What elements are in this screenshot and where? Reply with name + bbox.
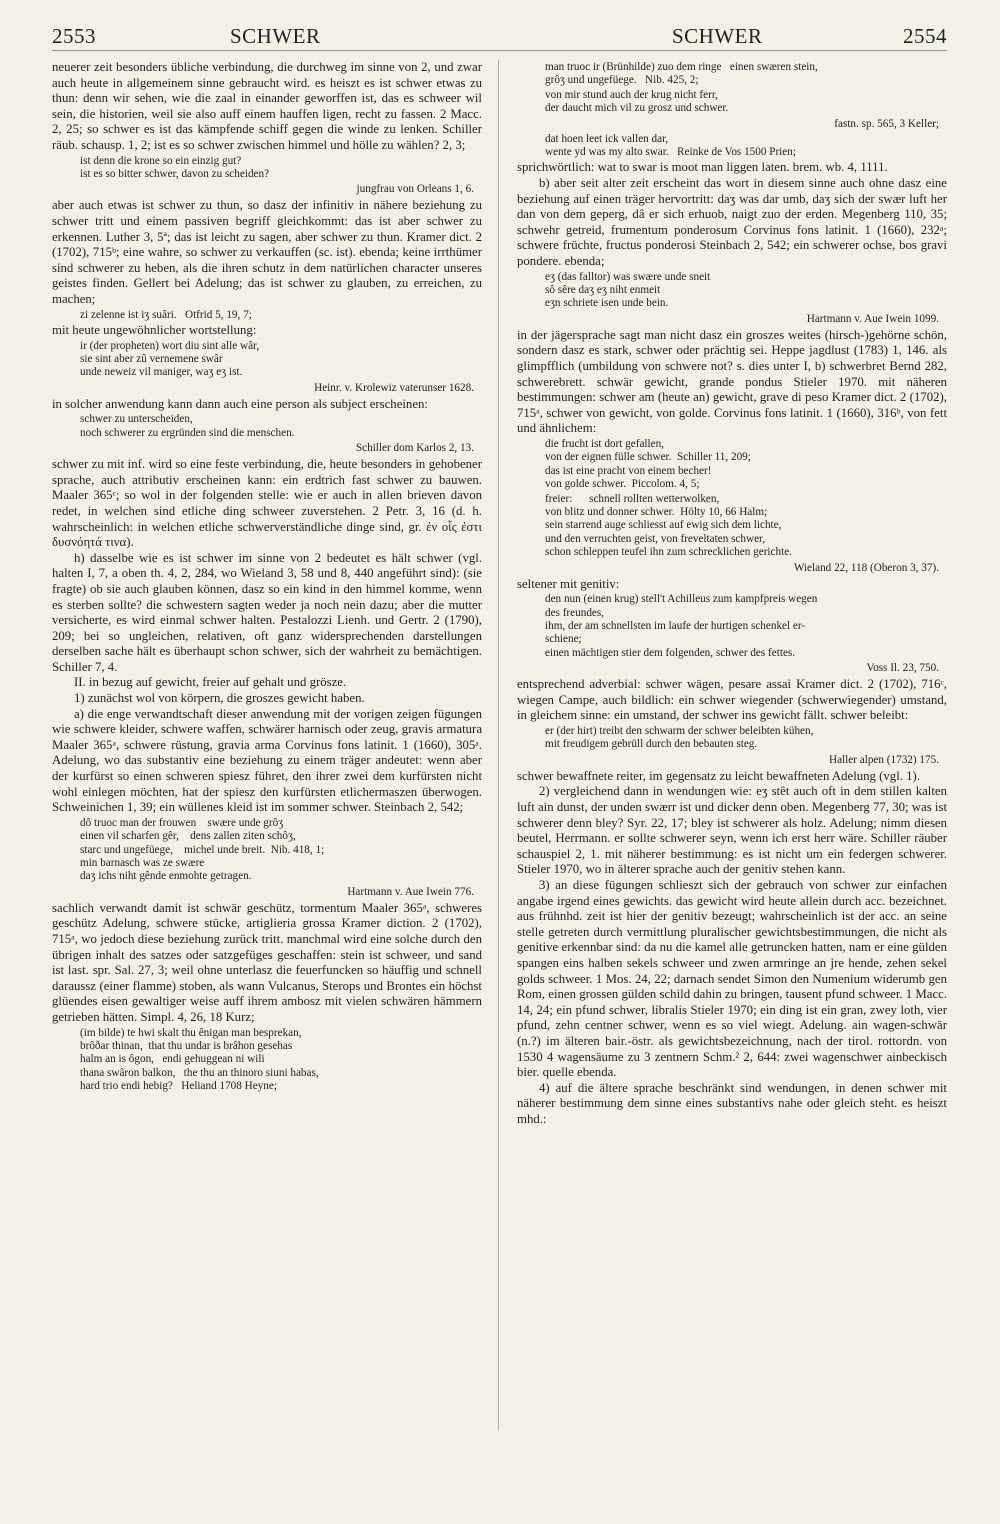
quotation: ist denn die krone so ein einzig gut? ist es so bitter schwer, davon zu scheiden?: [80, 154, 270, 180]
paragraph: schwer bewaffnete reiter, im gegensatz zu leicht bewaffneten Adelung (vgl. 1).: [517, 768, 921, 783]
paragraph: neuerer zeit besonders übliche verbindung, die durchweg im sinne von 2, und zwar auch heute in allgemeinem sinne gebraucht wird. es heiszt es ist schwer etwas zu thun: denn wir sehen, wie die zaal in einander geworffen ist, das es schweer wil sein, die historien, weil sie also auff einem hauffen ligen, recht zu fassen. 2 Macc. 2, 25; so schwer es ist das kämpfende schiff gegen die winde zu lenken. Schiller räub. schausp. 1, 2; ist es so schwer zwischen himmel und hölle zu wählen? 2, 3;: [52, 60, 482, 152]
paragraph: a) die enge verwandtschaft dieser anwendung mit der vorigen zeigen fügungen wie schwere kleider, schwere waffen, schwärer harnisch oder zeug, gravis armatura Maaler 365ᵃ, schwere rüstung, gravia arma Corvinus fons latinit. 1 (1660), 305ᵃ. Adelung, wo das substantiv eine beziehung zu einem träger andeutet: wenn aber der kurfürst so einen schweren spiesz führet, den ihrer zwei dem kurfürsten nicht wohl einlegen möchten, hat der spiesz den kurfürsten etlichermaszen überwogen. Schweinichen 1, 39; ein wüllenes kleid ist im sommer schwer. Steinbach 2, 542;: [52, 706, 482, 815]
quotation: (im bilde) te hwi skalt thu ênigan man besprekan, brôðar thinan, that thu undar is brâhon gesehas halm an is ôgon, endi gehuggean ni wili thana swâron balkon, the thu an thinoro siuni habas, hard trio endi hebig? Heliand 1708 Heyne;: [80, 1026, 319, 1093]
section-heading: II. in bezug auf gewicht, freier auf gehalt und grösze.: [74, 675, 347, 690]
running-title-right: SCHWER: [672, 24, 763, 48]
subsection-heading: 1) zunächst wol von körpern, die groszes gewicht haben.: [74, 691, 365, 706]
paragraph: seltener mit genitiv:: [517, 576, 620, 591]
quotation: man truoc ir (Brünhilde) zuo dem ringe einen swæren stein, grôʒ und ungefüege. Nib. 425, 2;: [545, 61, 818, 87]
paragraph: in solcher anwendung kann dann auch eine person als subject erscheinen:: [52, 396, 428, 411]
header-rule: [52, 50, 947, 51]
citation: Heinr. v. Krolewiz vaterunser 1628.: [314, 381, 474, 394]
quotation: freier: schnell rollten wetterwolken, von blitz und donner schwer. Hölty 10, 66 Halm; sein starrend auge schliesst auf ewig sich dem lichte, und den verruchten geist, von freveltaten schwer, schon schleppen teufel ihn zum schrecklichen gerichte.: [545, 492, 792, 559]
quotation: er (der hirt) treibt den schwarm der schwer beleibten kühen, mit freudigem gebrüll durch den bebauten steg.: [545, 725, 814, 751]
left-column: [52, 60, 482, 1095]
citation: Haller alpen (1732) 175.: [829, 753, 939, 766]
quotation: dat hoen leet ick vallen dar, wente yd was my alto swar. Reinke de Vos 1500 Prien;: [545, 132, 796, 159]
quotation: schwer zu unterscheiden, noch schwerer zu ergründen sind die menschen.: [80, 413, 295, 439]
page-number-right: 2554: [903, 24, 947, 48]
paragraph: schwer zu mit inf. wird so eine feste verbindung, die, heute besonders in gehobener sprache, auch attributiv erscheinen kann: ein erdtrich fast schwer zu bauwen. Maaler 365ᶜ; so wol in der folgenden stelle: wie er auch in allen brieven davon redet, in welchen sind etliche ding schweer zuverstehen. 2 Petr. 3, 16 (d. h. wahrscheinlich: in welchen etliche schwerverständliche dinge sind, gr. ἐν οἷς ἐστι δυσνόητά τινα).: [52, 457, 482, 550]
citation: jungfrau von Orleans 1, 6.: [356, 183, 474, 196]
paragraph: in der jägersprache sagt man nicht dasz ein groszes weites (hirsch-)gehörne schön, sondern dasz es stark, schwer oder prächtig sei. Heppe jagdlust (1783) 1, 146. als glimpfflich (umbildung von schwere not? s. dies unter I, b) schwerbret Bernd 282, schwerebrett. schwär gewicht, grande pondus Stieler 1970. mit näheren bestimmungen: schwer am (heute an) gewicht, grave di peso Kramer dict. 2 (1702), 715ᵃ, schwer von gewicht, von golde. Corvinus fons latinit. 1 (1660), 316ᵇ, von fett und ähnlichem:: [517, 327, 947, 436]
citation: Hartmann v. Aue Iwein 776.: [347, 885, 474, 898]
paragraph: 2) vergleichend dann in wendungen wie: eʒ stêt auch oft in dem stillen kalten luft ain dunst, der unden swærr ist und dicker denn oben. Megenberg 77, 30; was ist schwerer denn bley? Syr. 22, 17; bley ist schwerer als holz. Adelung; nimm diesen beutel, Herrmann. er sollte schwerer seyn, wenn ich erst herr wäre. Schiller räuber schauspiel 2, 1. mit näherer bestimmung: es ist nicht um ein federgen schwerer. Stieler 1970, wo in älterer sprache auch der genitiv stehen kann.: [517, 784, 947, 877]
citation: Hartmann v. Aue Iwein 1099.: [806, 312, 939, 325]
paragraph: sachlich verwandt damit ist schwär geschütz, tormentum Maaler 365ᵃ, schweres geschütz Adelung, schwere stücke, artiglieria grossa Kramer diction. 2 (1702), 715ᵃ, wo jedoch diese beziehung zurück tritt. manchmal wird eine solche durch den übrigen inhalt des satzes oder satzgefüges geschaffen: stein ist schweer, und sand ist last. spr. Sal. 27, 3; weil ohne unterlasz die feuerfuncken so häuffig und schnell daraussz (einer flamme) stoben, als wann Vulcanus, Sterops und Brontes ein höchst glüendes eisen gewaltiger weise auff ihrem ambosz mit vielen schwären hämmern getrieben hätten. Simpl. 4, 26, 18 Kurz;: [52, 900, 482, 1024]
paragraph: aber auch etwas ist schwer zu thun, so dasz der infinitiv in nähere beziehung zu schwer tritt und einem passiven begriff gleichkommt: das ist aber schwer zu erkennen. Luther 3, 5ª; das ist leicht zu sagen, aber schwer zu thun. Kramer dict. 2 (1702), 715ᵇ; eine wahre, so schwer zu verkauffen (sc. ist). ebenda; keine irrthümer sind schwerer zu heben, als die ihren schutz in dem natürlichen character unseres geistes finden. Gellert bei Adelung; das ist schwer zu glauben, zu erreichen, zu machen;: [52, 198, 482, 306]
running-title-left: SCHWER: [230, 24, 321, 48]
citation: Schiller dom Karlos 2, 13.: [355, 442, 474, 455]
quotation: den nun (einen krug) stell't Achilleus zum kampfpreis wegen des freundes, ihm, der am schnellsten im laufe der hurtigen schenkel er- schiene; einen mächtigen stier dem folgenden, schwer des fettes.: [545, 593, 818, 659]
paragraph: mit heute ungewöhnlicher wortstellung:: [52, 322, 257, 337]
paragraph: 4) auf die ältere sprache beschränkt sind wendungen, in denen schwer mit näherer bestimmung dem sinne eines substantivs nahe oder gleich steht. es heiszt mhd.:: [517, 1080, 947, 1126]
page-header: [52, 18, 947, 54]
quotation: zi zelenne ist iʒ suâri. Otfrid 5, 19, 7;: [80, 308, 252, 321]
citation: Wieland 22, 118 (Oberon 3, 37).: [793, 561, 939, 574]
right-column: [517, 60, 947, 1128]
paragraph: 3) an diese fügungen schlieszt sich der gebrauch von schwer zur einfachen angabe irgend eines gewichts. das gewicht wird heute allein durch acc. bezeichnet. aus frühnhd. zeit ist hier der genitiv bezeugt; wahrscheinlich ist der acc. an seine stelle getreten durch vermittlung pluralischer gewichtsbestimmungen, die nicht als genitive erkennbar sind: da nu die kamel alle getruncken hatten, nam er eine gülden spangen eins halben sekels schweer und zwen armringe an jre hende, zehen sekel golds schweer. 1 Mos. 24, 22; darnach sendet Simon den Numenium widerumb gen Rom, einen grossen gülden schild dahin zu bringen, tausent pfund schweer. 1 Macc. 14, 24; ein pfund schwer, libralis Stieler 1970; ein ding ist ein gran, zwey loth, vier pfund, zehn centner schwer, wenn es so viel wiegt. Adelung. ain wagen-schwär (n.?) im älteren bair.-östr. als gewichtsbezeichnung, nach der tirol. rottordn. von 1530 4 wagensäume zu 3 zentnern Schm.² 2, 644: zwei wagenschwer ainbeckisch bier. quelle ebenda.: [517, 878, 948, 1080]
page-number-left: 2553: [52, 24, 96, 48]
quotation: dô truoc man der frouwen swære unde grôʒ einen vil scharfen gêr, dens zallen ziten schôʒ, starc und ungefüege, michel unde breit. Nib. 418, 1; min barnasch was ze swære daʒ ichs niht gênde enmohte getragen.: [80, 816, 325, 883]
quotation: ir (der propheten) wort diu sint alle wâr, sie sint aber zû vernemene swâr unde neweiz vil maniger, waʒ eʒ ist.: [80, 339, 260, 379]
citation: fastn. sp. 565, 3 Keller;: [834, 117, 939, 130]
paragraph: entsprechend adverbial: schwer wägen, pesare assai Kramer dict. 2 (1702), 716ᶜ, wiegen Campe, auch bildlich: ein schwer wiegender (schwerwiegender) umstand, in gleichem sinne: ein umstand, der schwer ins gewicht fällt. schwer beleibt:: [517, 677, 947, 723]
quotation: die frucht ist dort gefallen, von der eignen fülle schwer. Schiller 11, 209; das ist eine pracht von einem becher! von golde schwer. Piccolom. 4, 5;: [545, 437, 751, 491]
paragraph: sprichwörtlich: wat to swar is moot man liggen laten. brem. wb. 4, 1111.: [517, 160, 888, 175]
column-divider: [498, 60, 499, 1430]
quotation: eʒ (das falltor) was swære unde sneit sô sêre daʒ eʒ niht enmeit eʒn schriete isen unde bein.: [545, 270, 711, 310]
paragraph: h) dasselbe wie es ist schwer im sinne von 2 bedeutet es hält schwer (vgl. halten I, 7, a oben th. 4, 2, 284, wo Wieland 3, 58 und 8, 440 angeführt sind): (sie fragte) ob sie auch glauben können, dasz so ein kind in den himmel komme, wenn es sterben sollte? die schwestern sagten weder ja noch nein dazu; aber die mutter versicherte, es wird einmal schwer halten. Pestalozzi Lienh. und Gertr. 2 (1790), 209; bei so ungleichen, relativen, oft ganz widersprechenden darstellungen derselben sache hält es überhaupt schon schwer, sich der wahrheit zu bemächtigen. Schiller 7, 4.: [52, 550, 482, 674]
paragraph: b) aber seit alter zeit erscheint das wort in diesem sinne auch ohne dasz eine beziehung auf einen träger hervortritt: daʒ was dar umb, daʒ sich der swær luft her dan von dem geperg, dâ er sich erhuob, naigt zuo der erden. Megenberg 110, 35; schwehr getreid, frumentum ponderosum Corvinus fons latinit. 1 (1660), 232ᵃ; schwere früchte, fructus ponderosi Steinbach 2, 542; ein schwerer ochse, bos gravi pondere. ebenda;: [517, 176, 947, 268]
quotation: von mir stund auch der krug nicht ferr, der daucht mich vil zu grosz und schwer.: [545, 88, 729, 115]
citation: Voss Il. 23, 750.: [866, 662, 939, 675]
